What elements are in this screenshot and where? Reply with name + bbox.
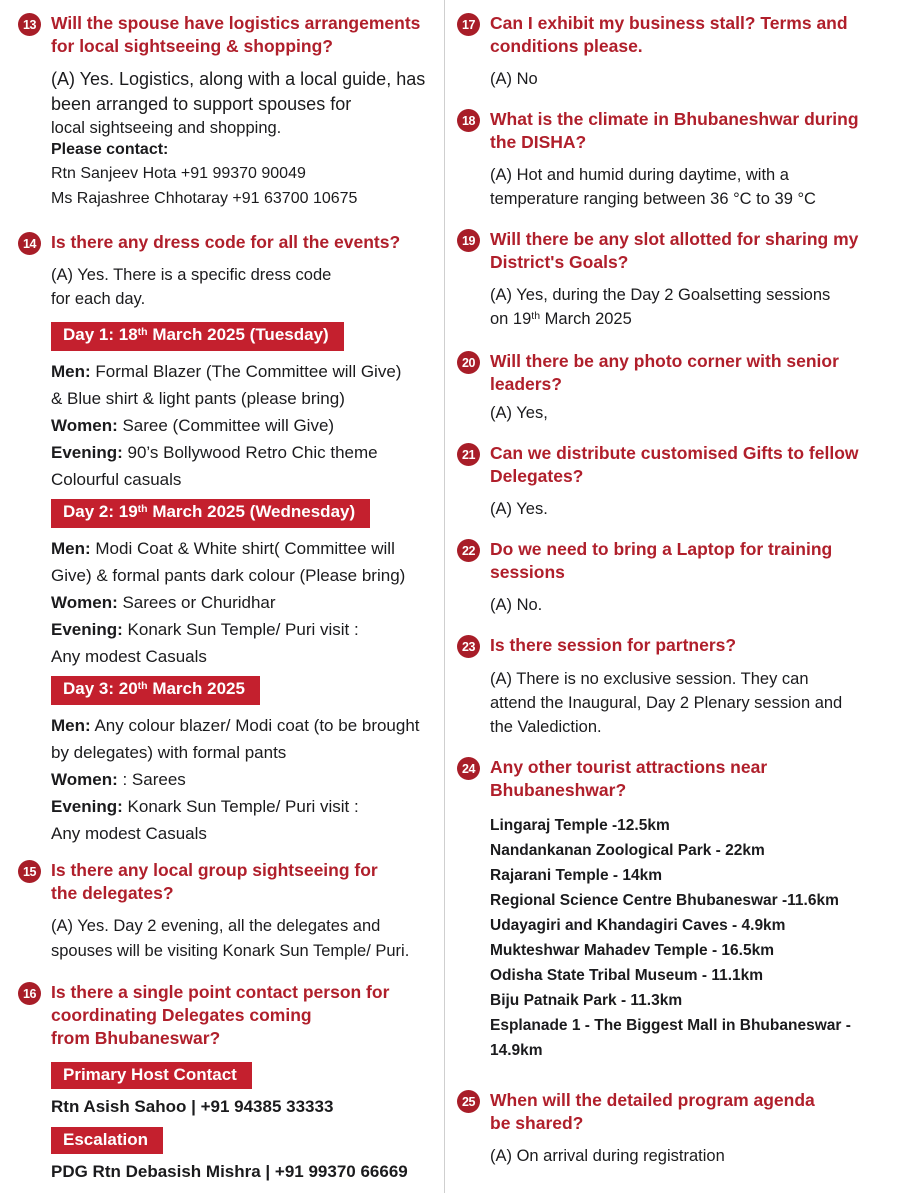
- band-text: Day 2: 19: [63, 502, 138, 521]
- question-text: [490, 634, 736, 657]
- escalation-band: Escalation: [51, 1127, 163, 1154]
- faq-item-16: [18, 981, 438, 1183]
- dress-line: [51, 820, 438, 847]
- band-text: March 2025: [147, 679, 245, 698]
- dress-line: [51, 616, 438, 643]
- dress-text: Konark Sun Temple/ Puri visit :: [122, 797, 359, 816]
- dress-label: Men:: [51, 716, 91, 735]
- primary-host-contact-band: Primary Host Contact: [51, 1062, 252, 1089]
- question-number-badge: 17: [457, 13, 480, 36]
- question-number-badge: 19: [457, 229, 480, 252]
- dress-line: [51, 766, 438, 793]
- question-text: [51, 231, 400, 254]
- question-line: What is the climate in Bhubaneshwar during: [490, 109, 859, 129]
- dress-label: Men:: [51, 362, 91, 381]
- question-line: Is there any local group sightseeing for: [51, 860, 378, 880]
- faq-item-18: [457, 108, 890, 211]
- day3-dresscode: [18, 712, 438, 847]
- faq-item-20: [457, 350, 890, 425]
- dress-text: Any modest Casuals: [51, 824, 207, 843]
- question-text: [490, 228, 858, 274]
- answer-line: the Valediction.: [490, 718, 602, 736]
- question-text: [490, 12, 848, 58]
- dress-line: [51, 358, 438, 385]
- attraction-item: Regional Science Centre Bhubaneswar -11.6km: [490, 892, 839, 909]
- band-superscript: th: [137, 326, 148, 338]
- question-text: [490, 350, 839, 396]
- answer-line: temperature ranging between 36 °C to 39 °C: [490, 190, 816, 208]
- answer-text: [51, 67, 438, 117]
- day2-dresscode: [18, 535, 438, 670]
- question-text: [490, 538, 832, 584]
- answer-line: local sightseeing and shopping.: [51, 119, 282, 137]
- question-line: Any other tourist attractions near: [490, 757, 768, 777]
- dress-text: Give) & formal pants dark colour (Please bring): [51, 566, 406, 585]
- faq-item-17: [457, 12, 890, 91]
- contact-line: Ms Rajashree Chhotaray +91 63700 10675: [51, 190, 358, 207]
- question-number-badge: 25: [457, 1090, 480, 1113]
- answer-line: spouses will be visiting Konark Sun Temple/ Puri.: [51, 942, 410, 960]
- answer-line: (A) Yes.: [490, 500, 548, 518]
- dress-text: Konark Sun Temple/ Puri visit :: [122, 620, 359, 639]
- answer-fragment: on 19: [490, 310, 532, 328]
- answer-line: [490, 307, 890, 333]
- question-line: Will there be any photo corner with senior: [490, 351, 839, 371]
- band-text: Day 3: 20: [63, 679, 138, 698]
- question-number-badge: 18: [457, 109, 480, 132]
- question-text: [490, 442, 859, 488]
- faq-item-22: [457, 538, 890, 617]
- answer-line: (A) Yes. Logistics, along with a local guide, has: [51, 69, 426, 89]
- answer-line: (A) There is no exclusive session. They can: [490, 670, 809, 688]
- answer-line: for each day.: [51, 290, 146, 308]
- dress-line: [51, 712, 442, 739]
- answer-text: [490, 401, 890, 425]
- answer-text: [490, 497, 890, 521]
- answer-text: [490, 67, 890, 91]
- answer-line: (A) On arrival during registration: [490, 1147, 725, 1165]
- dress-line: [51, 562, 438, 589]
- answer-line: (A) Yes,: [490, 404, 548, 422]
- contact-line: Rtn Sanjeev Hota +91 99370 90049: [51, 165, 306, 182]
- question-line: Will there be any slot allotted for sharing my: [490, 229, 859, 249]
- dress-label: Men:: [51, 539, 91, 558]
- dress-text: Colourful casuals: [51, 470, 182, 489]
- dress-text: & Blue shirt & light pants (please bring): [51, 389, 345, 408]
- faq-item-25: [457, 1089, 890, 1168]
- faq-item-14: [18, 231, 438, 847]
- question-number-badge: 22: [457, 539, 480, 562]
- attraction-item: Mukteshwar Mahadev Temple - 16.5km: [490, 942, 774, 959]
- question-line: coordinating Delegates coming: [51, 1005, 312, 1025]
- answer-fragment: March 2025: [540, 310, 632, 328]
- question-number-badge: 16: [18, 982, 41, 1005]
- dress-text: : Sarees: [117, 770, 186, 789]
- question-line: Do we need to bring a Laptop for training: [490, 539, 833, 559]
- question-text: [51, 981, 389, 1050]
- day3-header-band: [51, 676, 260, 705]
- band-text: March 2025 (Tuesday): [147, 325, 329, 344]
- dress-text: Formal Blazer (The Committee will Give): [90, 362, 402, 381]
- dress-label: Evening:: [51, 443, 123, 462]
- answer-superscript: th: [531, 310, 541, 322]
- question-number-badge: 15: [18, 860, 41, 883]
- dress-text: Any colour blazer/ Modi coat (to be brought: [90, 716, 420, 735]
- dress-line: [51, 643, 438, 670]
- answer-text: [490, 667, 890, 739]
- dress-line: [51, 535, 438, 562]
- question-line: Is there any dress code for all the events?: [51, 232, 401, 252]
- faq-item-13: [18, 12, 438, 211]
- dress-label: Evening:: [51, 797, 123, 816]
- dress-label: Women:: [51, 416, 118, 435]
- question-number-badge: 14: [18, 232, 41, 255]
- attraction-item: Nandankanan Zoological Park - 22km: [490, 842, 765, 859]
- answer-line: (A) Yes, during the Day 2 Goalsetting sessions: [490, 286, 831, 304]
- answer-line: attend the Inaugural, Day 2 Plenary session and: [490, 694, 843, 712]
- escalation-contact-line: PDG Rtn Debasish Mishra | +91 99370 66669: [51, 1162, 408, 1181]
- dress-text: Sarees or Churidhar: [117, 593, 276, 612]
- question-number-badge: 23: [457, 635, 480, 658]
- dress-text: Any modest Casuals: [51, 647, 207, 666]
- band-text: March 2025 (Wednesday): [147, 502, 356, 521]
- dress-line: [51, 385, 438, 412]
- question-text: [490, 756, 767, 802]
- question-line: Will the spouse have logistics arrangements: [51, 13, 421, 33]
- faq-item-24: [457, 756, 890, 1063]
- dress-text: Saree (Committee will Give): [117, 416, 335, 435]
- answer-line: (A) Hot and humid during daytime, with a: [490, 166, 789, 184]
- answer-text: [490, 283, 890, 333]
- faq-item-23: [457, 634, 890, 739]
- dress-line: [51, 793, 438, 820]
- day1-dresscode: [18, 358, 438, 493]
- faq-item-19: [457, 228, 890, 333]
- dress-label: Evening:: [51, 620, 123, 639]
- answer-line: (A) Yes. Day 2 evening, all the delegates and: [51, 917, 381, 935]
- answer-text: [490, 593, 890, 617]
- question-line: the delegates?: [51, 883, 174, 903]
- attractions-list: [457, 813, 890, 1063]
- question-line: the DISHA?: [490, 132, 587, 152]
- question-line: for local sightseeing & shopping?: [51, 36, 333, 56]
- left-column: [0, 0, 445, 1193]
- question-line: sessions: [490, 562, 565, 582]
- question-number-badge: 13: [18, 13, 41, 36]
- question-line: conditions please.: [490, 36, 643, 56]
- question-line: Is there a single point contact person for: [51, 982, 390, 1002]
- faq-item-15: [18, 859, 438, 964]
- question-line: be shared?: [490, 1113, 584, 1133]
- attraction-item: Esplanade 1 - The Biggest Mall in Bhubaneswar - 14.9km: [490, 1017, 851, 1059]
- attraction-item: Odisha State Tribal Museum - 11.1km: [490, 967, 764, 984]
- band-text: Day 1: 18: [63, 325, 138, 344]
- dress-label: Women:: [51, 593, 118, 612]
- answer-text: [51, 914, 438, 964]
- question-line: Delegates?: [490, 466, 584, 486]
- answer-line: been arranged to support spouses for: [51, 94, 352, 114]
- dress-text: Modi Coat & White shirt( Committee will: [90, 539, 395, 558]
- dress-label: Women:: [51, 770, 118, 789]
- answer-text: [490, 1144, 890, 1168]
- dress-line: [51, 589, 438, 616]
- attraction-item: Biju Patnaik Park - 11.3km: [490, 992, 683, 1009]
- question-number-badge: 21: [457, 443, 480, 466]
- answer-text: [51, 263, 438, 311]
- question-line: When will the detailed program agenda: [490, 1090, 815, 1110]
- attraction-item: Lingaraj Temple -12.5km: [490, 817, 670, 834]
- faq-item-21: [457, 442, 890, 521]
- band-superscript: th: [137, 680, 148, 692]
- answer-text: [490, 163, 890, 211]
- question-line: leaders?: [490, 374, 562, 394]
- primary-contact-line: Rtn Asish Sahoo | +91 94385 33333: [51, 1097, 334, 1116]
- question-line: Is there session for partners?: [490, 635, 737, 655]
- day1-header-band: [51, 322, 344, 351]
- question-number-badge: 24: [457, 757, 480, 780]
- attraction-item: Udayagiri and Khandagiri Caves - 4.9km: [490, 917, 786, 934]
- dress-line: [51, 739, 438, 766]
- dress-text: 90’s Bollywood Retro Chic theme: [122, 443, 378, 462]
- right-column: [445, 0, 898, 1193]
- contact-label: Please contact:: [51, 141, 169, 158]
- question-text: [51, 859, 378, 905]
- question-line: District's Goals?: [490, 252, 629, 272]
- attraction-item: Rajarani Temple - 14km: [490, 867, 663, 884]
- question-text: [490, 1089, 815, 1135]
- question-line: Can I exhibit my business stall? Terms and: [490, 13, 848, 33]
- dress-line: [51, 466, 438, 493]
- answer-line: (A) Yes. There is a specific dress code: [51, 266, 332, 284]
- day2-header-band: [51, 499, 370, 528]
- answer-line: (A) No: [490, 70, 538, 88]
- question-text: [51, 12, 420, 58]
- dress-line: [51, 439, 438, 466]
- question-line: from Bhubaneswar?: [51, 1028, 221, 1048]
- question-number-badge: 20: [457, 351, 480, 374]
- dress-line: [51, 412, 438, 439]
- question-line: Can we distribute customised Gifts to fellow: [490, 443, 859, 463]
- question-line: Bhubaneshwar?: [490, 780, 627, 800]
- dress-text: by delegates) with formal pants: [51, 743, 287, 762]
- answer-text: [51, 117, 438, 139]
- band-superscript: th: [137, 503, 148, 515]
- question-text: [490, 108, 859, 154]
- answer-line: (A) No.: [490, 596, 543, 614]
